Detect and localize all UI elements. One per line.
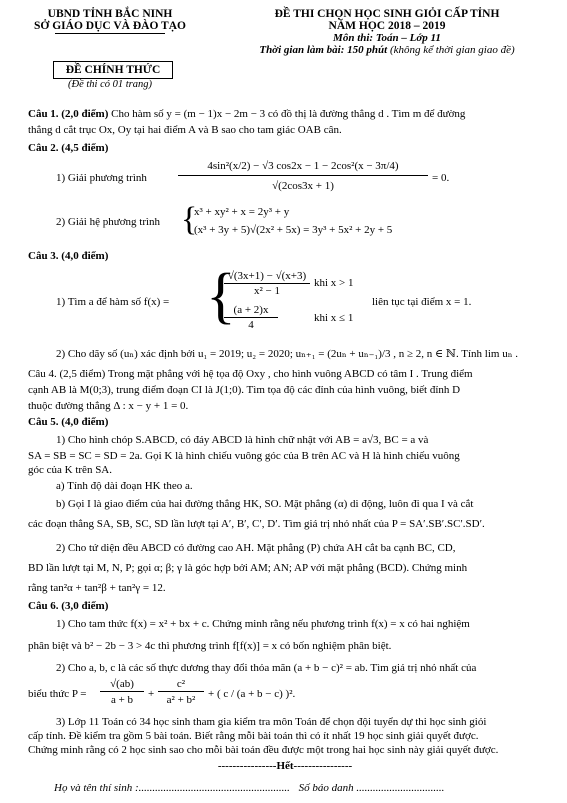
- q4-line1: Câu 4. (2,5 điểm) Trong mặt phẳng với hệ tọa độ Oxy , cho hình vuông ABCD có tâm I . Trung điểm: [28, 368, 473, 380]
- q6-p3-line3: Chứng minh rằng có 2 học sinh sao cho mỗi bài toán đều được một trong hai học sinh này giải quyết được.: [28, 744, 499, 756]
- q6-p3-line2: cấp tỉnh. Đề kiểm tra gồm 5 bài toán. Biết rằng mỗi bài toán thì có ít nhất 19 học sinh giải quyết được.: [28, 730, 479, 742]
- q2-p2-label: 2) Giải hệ phương trình: [56, 216, 161, 228]
- time-label: Thời gian làm bài: 150 phút: [259, 44, 388, 56]
- q2-heading: Câu 2. (4,5 điểm): [28, 142, 109, 154]
- exam-title: ĐỀ THI CHỌN HỌC SINH GIỎI CẤP TỈNH: [274, 8, 500, 20]
- q2-p2-eq1: x³ + xy² + x = 2y³ + y: [194, 206, 290, 218]
- q6-p1-line2: phân biệt và b² − 2b − 3 > 4c thì phương trình f[f(x)] = x có bốn nghiệm phân biệt.: [28, 640, 392, 652]
- q2-p1-rhs: = 0.: [432, 172, 450, 184]
- q5-p1-b1: b) Gọi I là giao điểm của hai đường thẳng HK, SO. Mặt phẳng (α) di động, luôn đi qua I và cắt: [56, 498, 474, 510]
- q2-system-brace: {: [181, 201, 198, 238]
- q3-case1-numerator: √(3x+1) − √(x+3): [224, 270, 310, 284]
- q6-term2-denominator: a² + b²: [166, 694, 196, 706]
- q3-case2-numerator: (a + 2)x: [224, 304, 278, 318]
- q6-heading: Câu 6. (3,0 điểm): [28, 600, 109, 612]
- q4-line2: cạnh AB là M(0;3), trung điểm đoạn CI là J(1;0). Tìm tọa độ các đỉnh của hình vuông, biết đỉnh D: [28, 384, 461, 396]
- issuer-underline: [55, 33, 165, 34]
- q5-heading: Câu 5. (4,0 điểm): [28, 416, 109, 428]
- q6-p2-label: biểu thức P =: [28, 688, 87, 700]
- q3-case2-denominator: 4: [248, 319, 254, 331]
- time-line: [222, 44, 552, 56]
- q3-heading: Câu 3. (4,0 điểm): [28, 250, 109, 262]
- end-mark: ----------------Hết----------------: [217, 760, 353, 772]
- subject-line: Môn thi: Toán – Lớp 11: [333, 32, 441, 44]
- q2-p1-numerator: 4sin²(x/2) − √3 cos2x − 1 − 2cos²(x − 3π/4): [178, 160, 428, 176]
- q6-p1-line1: 1) Cho tam thức f(x) = x² + bx + c. Chứng minh rằng nếu phương trình f(x) = x có hai nghiệm: [56, 618, 470, 630]
- q3-case1-denominator: x² − 1: [253, 285, 280, 297]
- school-year: NĂM HỌC 2018 – 2019: [328, 20, 446, 32]
- candidate-footer: [54, 782, 534, 794]
- q5-p2-line3: rằng tan²α + tan²β + tan²γ = 12.: [28, 582, 166, 594]
- q5-p1-line3: góc của K trên SA.: [28, 464, 113, 476]
- q1-line1: [28, 108, 542, 121]
- q6-term2-numerator: c²: [158, 678, 204, 692]
- q3-case1-condition: khi x > 1: [314, 277, 354, 289]
- q2-p1-label: 1) Giải phương trình: [56, 172, 147, 184]
- q5-p1-line2: SA = SB = SC = SD = 2a. Gọi K là hình chiếu vuông góc của B trên AC và H là hình chiếu vuông: [28, 450, 460, 462]
- q5-p1-a: a) Tính độ dài đoạn HK theo a.: [56, 480, 193, 492]
- issuer-province: UBND TỈNH BẮC NINH: [47, 8, 173, 20]
- q5-p1-b2: các đoạn thẳng SA, SB, SC, SD lần lượt tại A′, B′, C′, D′. Tìm giá trị nhỏ nhất của P = SA′.SB′.SC′.SD′.: [28, 518, 485, 530]
- q3-piecewise-brace: {: [206, 262, 236, 330]
- q5-p2-line2: BD lần lượt tại M, N, P; gọi α; β; γ là góc hợp bởi AM; AN; AP với mặt phẳng (BCD). Chứng minh: [28, 562, 468, 574]
- exam-title-block: [222, 8, 552, 56]
- q3-p1-tail: liên tục tại điểm x = 1.: [372, 296, 472, 308]
- issuer-block: [20, 8, 200, 34]
- time-note: (không kể thời gian giao đề): [389, 44, 515, 56]
- q6-plus-1: +: [148, 688, 155, 700]
- q6-p2-expression: [28, 676, 542, 712]
- q6-p3-line1: 3) Lớp 11 Toán có 34 học sinh tham gia kiểm tra môn Toán để chọn đội tuyển dự thi học sinh giỏi: [56, 716, 487, 728]
- q5-p1-line1: 1) Cho hình chóp S.ABCD, có đáy ABCD là hình chữ nhật với AB = a√3, BC = a và: [56, 434, 429, 446]
- candidate-name-field: Họ và tên thí sinh :.......................................................: [54, 782, 290, 794]
- q6-term3: + ( c / (a + b − c) )².: [208, 688, 296, 700]
- q1-heading: Câu 1. (2,0 điểm): [28, 108, 109, 120]
- q6-term1-denominator: a + b: [110, 694, 134, 706]
- q3-p1-label: 1) Tìm a để hàm số f(x) =: [56, 296, 170, 308]
- q3-part2: 2) Cho dãy số (uₙ) xác định bởi u₁ = 2019; u₂ = 2020; uₙ₊₁ = (2uₙ + uₙ₋₁)/3 , n ≥ 2, n ∈ ℕ. Tính lim uₙ .: [56, 348, 518, 360]
- q2-p2-eq2: (x³ + 3y + 5)√(2x² + 5x) = 3y³ + 5x² + 2y + 5: [194, 224, 393, 236]
- pages-note: (Đề thi có 01 trang): [68, 79, 152, 90]
- q4-line3: thuộc đường thẳng Δ : x − y + 1 = 0.: [28, 400, 189, 412]
- q2-p1-denominator: √(2cos3x + 1): [272, 180, 334, 192]
- q1-line2: thẳng d cắt trục Ox, Oy tại hai điểm A và B sao cho tam giác OAB cân.: [28, 124, 342, 136]
- q3-case2-condition: khi x ≤ 1: [314, 312, 354, 324]
- q5-p2-line1: 2) Cho tứ diện đều ABCD có đường cao AH. Mặt phẳng (P) chứa AH cắt ba cạnh BC, CD,: [56, 542, 456, 554]
- q1-text-1: Cho hàm số y = (m − 1)x − 2m − 3 có đồ thị là đường thẳng d . Tìm m để đường: [111, 108, 466, 120]
- q6-p2-line1: 2) Cho a, b, c là các số thực dương thay đổi thỏa mãn (a + b − c)² = ab. Tìm giá trị nhỏ nhất của: [56, 662, 477, 674]
- issuer-department: SỞ GIÁO DỤC VÀ ĐÀO TẠO: [34, 20, 186, 32]
- q6-term1-numerator: √(ab): [100, 678, 144, 692]
- candidate-id-field: Số báo danh ................................: [298, 782, 445, 794]
- official-badge: ĐỀ CHÍNH THỨC: [53, 61, 173, 79]
